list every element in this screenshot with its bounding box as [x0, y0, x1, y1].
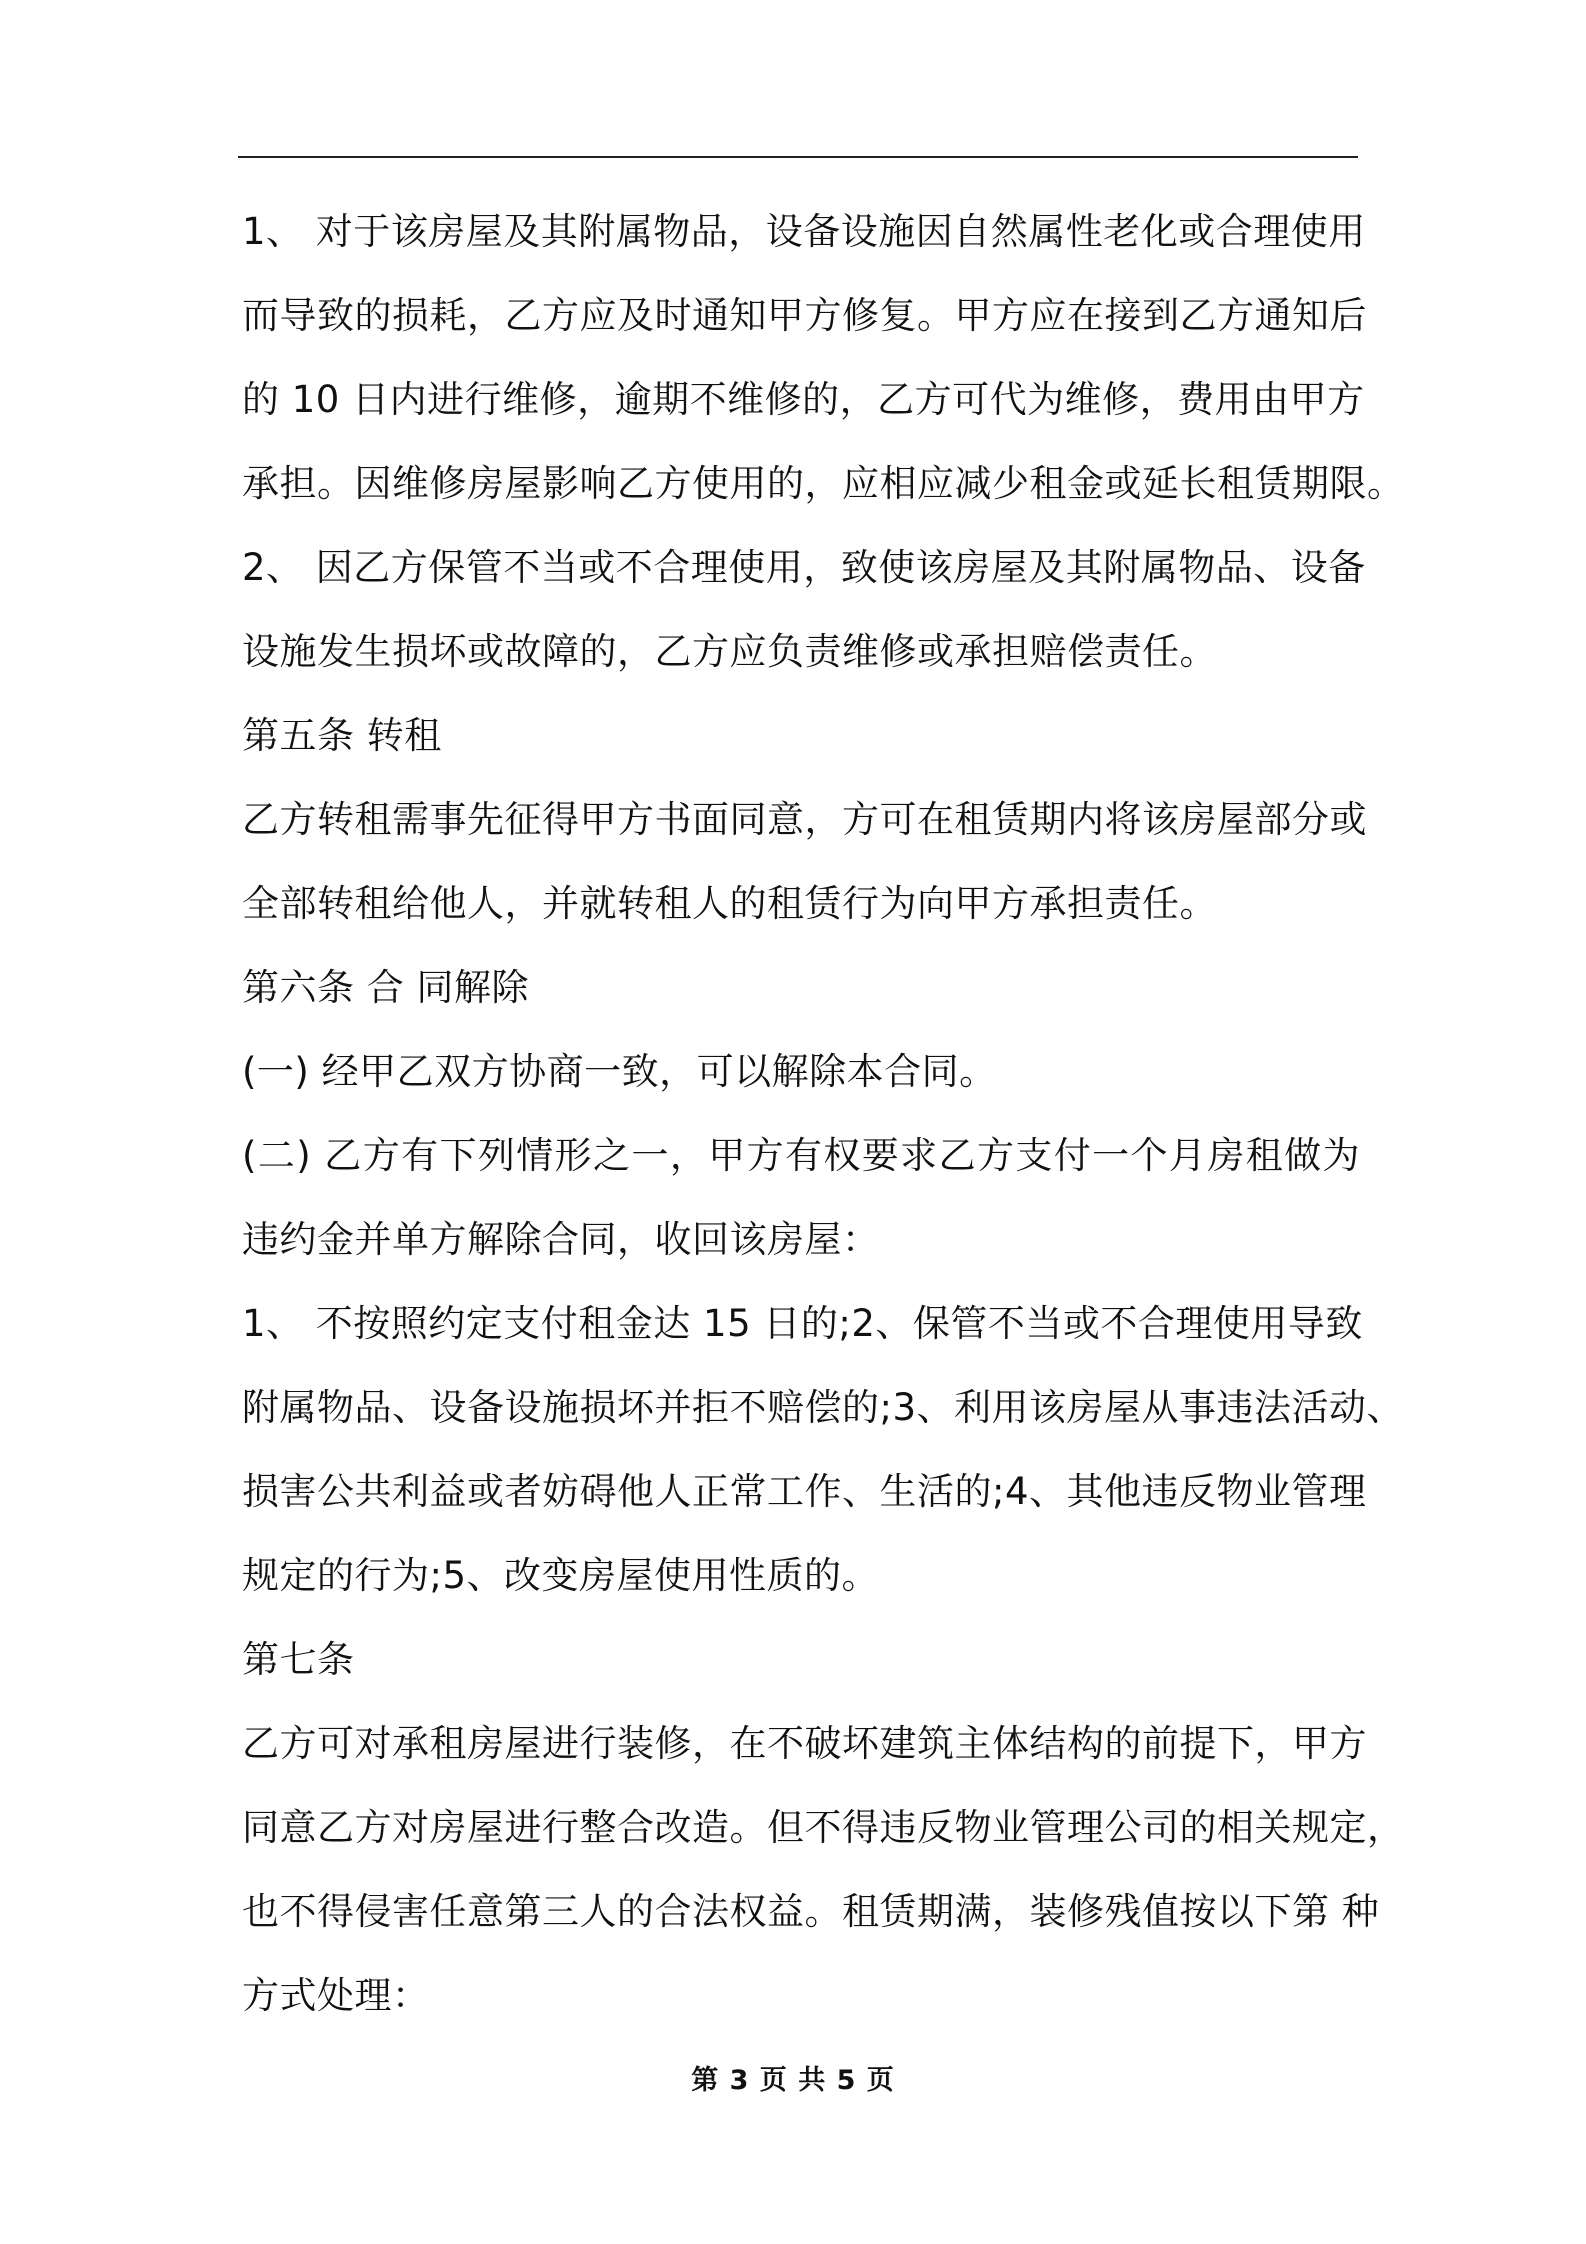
text-line: 设施发生损坏或故障的，乙方应负责维修或承担赔偿责任。 — [242, 630, 1217, 673]
text-line: 也不得侵害任意第三人的合法权益。租赁期满，装修残值按以下第 种 — [242, 1890, 1380, 1933]
text-line: 附属物品、设备设施损坏并拒不赔偿的;3、利用该房屋从事违法活动、 — [242, 1386, 1405, 1429]
text-line: 方式处理： — [242, 1974, 430, 2017]
page-number-footer: 第 3 页 共 5 页 — [691, 2065, 895, 2096]
text-line: 全部转租给他人，并就转租人的租赁行为向甲方承担责任。 — [242, 882, 1217, 925]
section-heading: 第五条 转租 — [242, 714, 442, 757]
text-line: (一) 经甲乙双方协商一致，可以解除本合同。 — [242, 1050, 997, 1093]
text-line: (二) 乙方有下列情形之一，甲方有权要求乙方支付一个月房租做为 — [242, 1134, 1360, 1177]
text-line: 的 10 日内进行维修，逾期不维修的，乙方可代为维修，费用由甲方 — [242, 378, 1365, 421]
text-line: 2、 因乙方保管不当或不合理使用，致使该房屋及其附属物品、设备 — [242, 546, 1366, 589]
text-line: 违约金并单方解除合同，收回该房屋： — [242, 1218, 880, 1261]
document-body — [242, 190, 1405, 2038]
section-heading: 第六条 合 同解除 — [242, 966, 530, 1009]
text-line: 1、 对于该房屋及其附属物品，设备设施因自然属性老化或合理使用 — [242, 210, 1366, 253]
header-rule — [238, 156, 1358, 158]
text-line: 乙方可对承租房屋进行装修，在不破坏建筑主体结构的前提下，甲方 — [242, 1722, 1367, 1765]
text-line: 同意乙方对房屋进行整合改造。但不得违反物业管理公司的相关规定， — [242, 1806, 1405, 1849]
text-line: 而导致的损耗，乙方应及时通知甲方修复。甲方应在接到乙方通知后 — [242, 294, 1367, 337]
text-line: 乙方转租需事先征得甲方书面同意，方可在租赁期内将该房屋部分或 — [242, 798, 1367, 841]
text-line: 损害公共利益或者妨碍他人正常工作、生活的;4、其他违反物业管理 — [242, 1470, 1367, 1513]
section-heading: 第七条 — [242, 1638, 355, 1681]
text-line: 1、 不按照约定支付租金达 15 日的;2、保管不当或不合理使用导致 — [242, 1302, 1363, 1345]
text-line: 规定的行为;5、改变房屋使用性质的。 — [242, 1554, 880, 1597]
text-line: 承担。因维修房屋影响乙方使用的，应相应减少租金或延长租赁期限。 — [242, 462, 1405, 505]
